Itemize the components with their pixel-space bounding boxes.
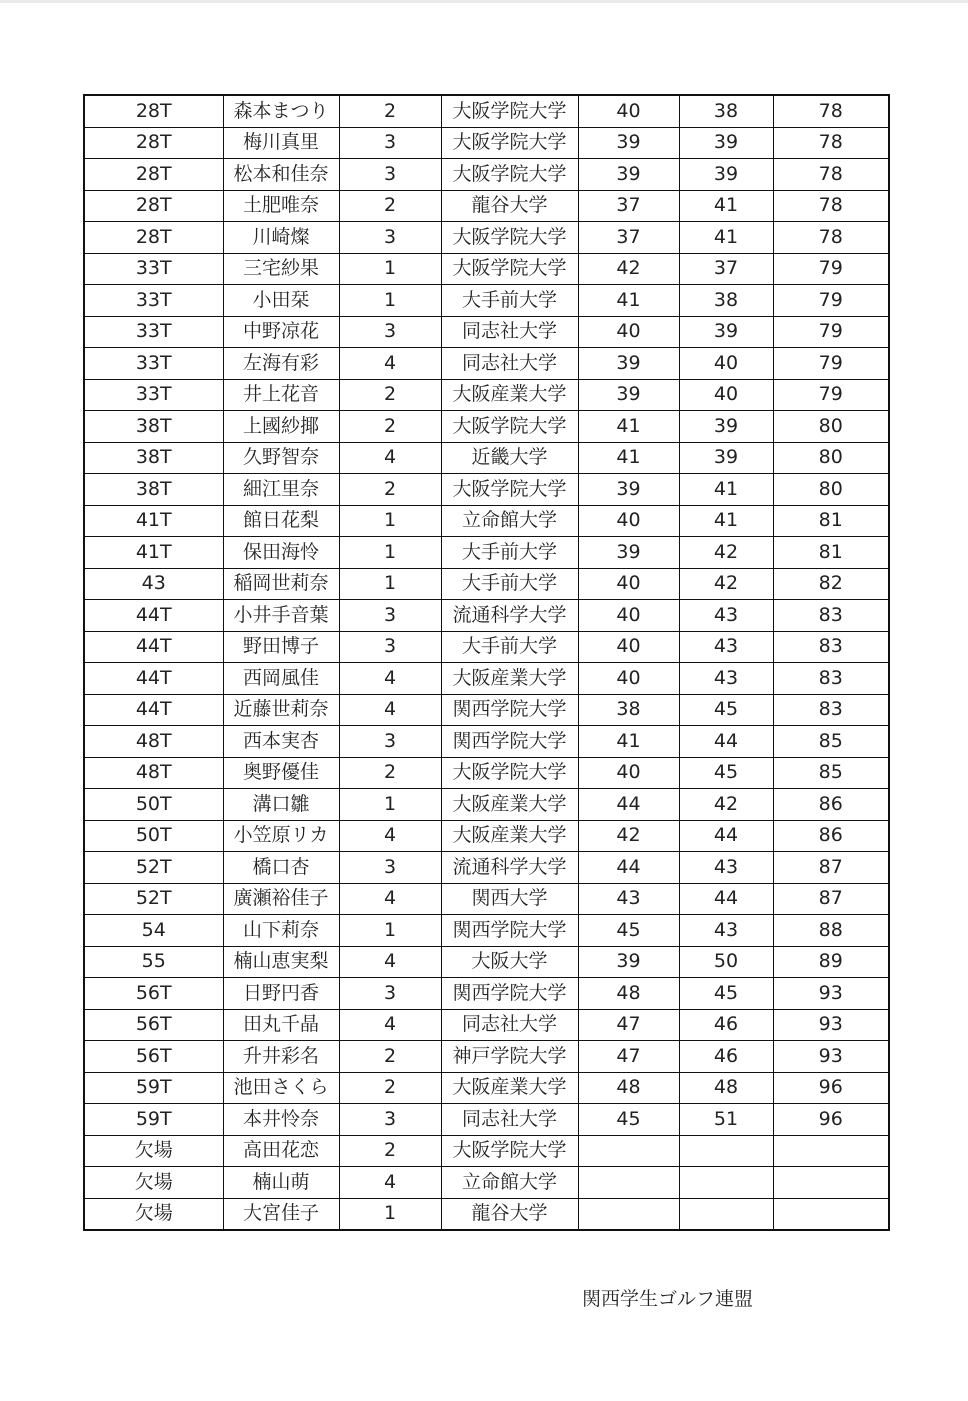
player-name-cell: 野田博子 <box>223 631 339 663</box>
school-cell: 同志社大学 <box>441 316 578 348</box>
in-score-cell: 39 <box>679 159 773 191</box>
school-cell: 大阪大学 <box>441 946 578 978</box>
in-score-cell: 39 <box>679 411 773 443</box>
rank-cell: 38T <box>84 442 223 474</box>
total-score-cell: 86 <box>773 789 889 821</box>
total-score-cell: 80 <box>773 474 889 506</box>
grade-cell: 2 <box>339 1072 441 1104</box>
table-row <box>84 348 889 380</box>
in-score-cell: 50 <box>679 946 773 978</box>
total-score-cell: 83 <box>773 663 889 695</box>
total-score-cell: 85 <box>773 757 889 789</box>
player-name-cell: 日野円香 <box>223 978 339 1010</box>
grade-cell: 3 <box>339 316 441 348</box>
player-name-cell: 久野智奈 <box>223 442 339 474</box>
table-row <box>84 253 889 285</box>
rank-cell: 55 <box>84 946 223 978</box>
rank-cell: 59T <box>84 1104 223 1136</box>
in-score-cell: 40 <box>679 379 773 411</box>
table-row <box>84 789 889 821</box>
out-score-cell: 47 <box>578 1041 679 1073</box>
out-score-cell: 44 <box>578 852 679 884</box>
player-name-cell: 梅川真里 <box>223 127 339 159</box>
table-row <box>84 379 889 411</box>
player-name-cell: 本井怜奈 <box>223 1104 339 1136</box>
school-cell: 大阪学院大学 <box>441 222 578 254</box>
player-name-cell: 細江里奈 <box>223 474 339 506</box>
grade-cell: 4 <box>339 694 441 726</box>
total-score-cell: 78 <box>773 95 889 127</box>
player-name-cell: 山下莉奈 <box>223 915 339 947</box>
rank-cell: 38T <box>84 474 223 506</box>
in-score-cell: 46 <box>679 1009 773 1041</box>
rank-cell: 52T <box>84 852 223 884</box>
out-score-cell: 44 <box>578 789 679 821</box>
out-score-cell: 39 <box>578 348 679 380</box>
table-row <box>84 1072 889 1104</box>
out-score-cell: 39 <box>578 159 679 191</box>
player-name-cell: 小田栞 <box>223 285 339 317</box>
player-name-cell: 保田海怜 <box>223 537 339 569</box>
out-score-cell: 40 <box>578 568 679 600</box>
rank-cell: 44T <box>84 600 223 632</box>
total-score-cell: 78 <box>773 127 889 159</box>
grade-cell: 3 <box>339 852 441 884</box>
out-score-cell: 43 <box>578 883 679 915</box>
table-row <box>84 820 889 852</box>
player-name-cell: 大宮佳子 <box>223 1198 339 1230</box>
rank-cell: 44T <box>84 694 223 726</box>
in-score-cell <box>679 1135 773 1167</box>
results-table-body <box>84 95 889 1230</box>
rank-cell: 56T <box>84 1041 223 1073</box>
player-name-cell: 小井手音葉 <box>223 600 339 632</box>
player-name-cell: 廣瀬裕佳子 <box>223 883 339 915</box>
grade-cell: 3 <box>339 978 441 1010</box>
player-name-cell: 稲岡世莉奈 <box>223 568 339 600</box>
in-score-cell: 37 <box>679 253 773 285</box>
table-row <box>84 190 889 222</box>
total-score-cell: 79 <box>773 316 889 348</box>
in-score-cell <box>679 1167 773 1199</box>
table-row <box>84 285 889 317</box>
table-row <box>84 978 889 1010</box>
grade-cell: 2 <box>339 1041 441 1073</box>
player-name-cell: 池田さくら <box>223 1072 339 1104</box>
school-cell: 関西学院大学 <box>441 978 578 1010</box>
in-score-cell: 38 <box>679 95 773 127</box>
rank-cell: 41T <box>84 537 223 569</box>
school-cell: 立命館大学 <box>441 1167 578 1199</box>
total-score-cell <box>773 1198 889 1230</box>
total-score-cell: 78 <box>773 222 889 254</box>
player-name-cell: 高田花恋 <box>223 1135 339 1167</box>
in-score-cell: 41 <box>679 190 773 222</box>
rank-cell: 28T <box>84 222 223 254</box>
in-score-cell: 43 <box>679 631 773 663</box>
in-score-cell: 44 <box>679 820 773 852</box>
in-score-cell: 43 <box>679 600 773 632</box>
school-cell: 関西大学 <box>441 883 578 915</box>
total-score-cell: 93 <box>773 978 889 1010</box>
out-score-cell <box>578 1167 679 1199</box>
school-cell: 流通科学大学 <box>441 852 578 884</box>
school-cell: 流通科学大学 <box>441 600 578 632</box>
out-score-cell: 39 <box>578 946 679 978</box>
out-score-cell: 39 <box>578 537 679 569</box>
out-score-cell: 48 <box>578 1072 679 1104</box>
grade-cell: 2 <box>339 379 441 411</box>
total-score-cell: 78 <box>773 190 889 222</box>
out-score-cell: 38 <box>578 694 679 726</box>
grade-cell: 2 <box>339 95 441 127</box>
grade-cell: 3 <box>339 222 441 254</box>
out-score-cell: 40 <box>578 600 679 632</box>
in-score-cell: 44 <box>679 726 773 758</box>
out-score-cell: 42 <box>578 820 679 852</box>
school-cell: 立命館大学 <box>441 505 578 537</box>
player-name-cell: 升井彩名 <box>223 1041 339 1073</box>
school-cell: 関西学院大学 <box>441 694 578 726</box>
grade-cell: 4 <box>339 883 441 915</box>
table-row <box>84 694 889 726</box>
total-score-cell: 78 <box>773 159 889 191</box>
school-cell: 大手前大学 <box>441 537 578 569</box>
grade-cell: 1 <box>339 789 441 821</box>
school-cell: 大阪学院大学 <box>441 159 578 191</box>
out-score-cell: 41 <box>578 411 679 443</box>
rank-cell: 59T <box>84 1072 223 1104</box>
rank-cell: 50T <box>84 820 223 852</box>
total-score-cell: 80 <box>773 442 889 474</box>
in-score-cell: 46 <box>679 1041 773 1073</box>
rank-cell: 33T <box>84 253 223 285</box>
grade-cell: 4 <box>339 946 441 978</box>
school-cell: 大手前大学 <box>441 568 578 600</box>
out-score-cell: 39 <box>578 379 679 411</box>
player-name-cell: 館日花梨 <box>223 505 339 537</box>
school-cell: 神戸学院大学 <box>441 1041 578 1073</box>
organizer-footer: 関西学生ゴルフ連盟 <box>582 1288 754 1310</box>
total-score-cell: 79 <box>773 379 889 411</box>
player-name-cell: 西岡風佳 <box>223 663 339 695</box>
in-score-cell: 38 <box>679 285 773 317</box>
in-score-cell: 39 <box>679 442 773 474</box>
out-score-cell <box>578 1198 679 1230</box>
table-row <box>84 95 889 127</box>
table-row <box>84 883 889 915</box>
school-cell: 関西学院大学 <box>441 726 578 758</box>
player-name-cell: 井上花音 <box>223 379 339 411</box>
table-row <box>84 505 889 537</box>
table-row <box>84 915 889 947</box>
in-score-cell: 42 <box>679 568 773 600</box>
school-cell: 近畿大学 <box>441 442 578 474</box>
out-score-cell: 47 <box>578 1009 679 1041</box>
grade-cell: 1 <box>339 568 441 600</box>
grade-cell: 3 <box>339 159 441 191</box>
out-score-cell: 42 <box>578 253 679 285</box>
grade-cell: 1 <box>339 285 441 317</box>
in-score-cell: 41 <box>679 505 773 537</box>
grade-cell: 2 <box>339 190 441 222</box>
total-score-cell: 79 <box>773 253 889 285</box>
player-name-cell: 上國紗揶 <box>223 411 339 443</box>
total-score-cell: 85 <box>773 726 889 758</box>
school-cell: 大阪産業大学 <box>441 663 578 695</box>
out-score-cell: 37 <box>578 190 679 222</box>
grade-cell: 1 <box>339 253 441 285</box>
rank-cell: 48T <box>84 726 223 758</box>
rank-cell: 44T <box>84 663 223 695</box>
player-name-cell: 松本和佳奈 <box>223 159 339 191</box>
in-score-cell: 45 <box>679 694 773 726</box>
total-score-cell: 81 <box>773 505 889 537</box>
rank-cell: 56T <box>84 978 223 1010</box>
in-score-cell: 39 <box>679 127 773 159</box>
rank-cell: 28T <box>84 159 223 191</box>
total-score-cell: 88 <box>773 915 889 947</box>
player-name-cell: 土肥唯奈 <box>223 190 339 222</box>
out-score-cell: 45 <box>578 915 679 947</box>
total-score-cell: 86 <box>773 820 889 852</box>
school-cell: 大阪学院大学 <box>441 95 578 127</box>
rank-cell: 28T <box>84 95 223 127</box>
player-name-cell: 奥野優佳 <box>223 757 339 789</box>
school-cell: 関西学院大学 <box>441 915 578 947</box>
grade-cell: 4 <box>339 820 441 852</box>
grade-cell: 2 <box>339 474 441 506</box>
grade-cell: 4 <box>339 1009 441 1041</box>
total-score-cell: 83 <box>773 694 889 726</box>
school-cell: 大阪産業大学 <box>441 820 578 852</box>
school-cell: 同志社大学 <box>441 1104 578 1136</box>
table-row <box>84 600 889 632</box>
rank-cell: 欠場 <box>84 1135 223 1167</box>
table-row <box>84 411 889 443</box>
rank-cell: 44T <box>84 631 223 663</box>
school-cell: 同志社大学 <box>441 348 578 380</box>
out-score-cell: 41 <box>578 726 679 758</box>
table-row <box>84 568 889 600</box>
rank-cell: 33T <box>84 285 223 317</box>
out-score-cell: 41 <box>578 285 679 317</box>
table-row <box>84 757 889 789</box>
school-cell: 大手前大学 <box>441 285 578 317</box>
school-cell: 大阪学院大学 <box>441 411 578 443</box>
rank-cell: 28T <box>84 127 223 159</box>
school-cell: 大阪産業大学 <box>441 789 578 821</box>
rank-cell: 28T <box>84 190 223 222</box>
school-cell: 龍谷大学 <box>441 1198 578 1230</box>
grade-cell: 3 <box>339 1104 441 1136</box>
out-score-cell: 41 <box>578 442 679 474</box>
grade-cell: 1 <box>339 1198 441 1230</box>
in-score-cell: 41 <box>679 222 773 254</box>
rank-cell: 33T <box>84 348 223 380</box>
rank-cell: 欠場 <box>84 1167 223 1199</box>
total-score-cell: 83 <box>773 631 889 663</box>
player-name-cell: 楠山萌 <box>223 1167 339 1199</box>
player-name-cell: 川崎燦 <box>223 222 339 254</box>
in-score-cell <box>679 1198 773 1230</box>
school-cell: 大手前大学 <box>441 631 578 663</box>
total-score-cell <box>773 1135 889 1167</box>
out-score-cell: 45 <box>578 1104 679 1136</box>
rank-cell: 欠場 <box>84 1198 223 1230</box>
rank-cell: 50T <box>84 789 223 821</box>
out-score-cell: 37 <box>578 222 679 254</box>
grade-cell: 1 <box>339 915 441 947</box>
player-name-cell: 田丸千晶 <box>223 1009 339 1041</box>
total-score-cell: 79 <box>773 348 889 380</box>
player-name-cell: 森本まつり <box>223 95 339 127</box>
table-row <box>84 127 889 159</box>
table-row <box>84 474 889 506</box>
in-score-cell: 42 <box>679 789 773 821</box>
in-score-cell: 43 <box>679 852 773 884</box>
total-score-cell: 80 <box>773 411 889 443</box>
in-score-cell: 45 <box>679 757 773 789</box>
grade-cell: 2 <box>339 757 441 789</box>
out-score-cell: 39 <box>578 474 679 506</box>
out-score-cell: 48 <box>578 978 679 1010</box>
player-name-cell: 小笠原リカ <box>223 820 339 852</box>
results-table <box>83 94 890 1231</box>
top-edge-rule <box>0 0 968 3</box>
in-score-cell: 43 <box>679 915 773 947</box>
table-row <box>84 631 889 663</box>
grade-cell: 4 <box>339 663 441 695</box>
rank-cell: 41T <box>84 505 223 537</box>
player-name-cell: 中野凉花 <box>223 316 339 348</box>
out-score-cell: 40 <box>578 631 679 663</box>
total-score-cell <box>773 1167 889 1199</box>
rank-cell: 33T <box>84 316 223 348</box>
total-score-cell: 87 <box>773 883 889 915</box>
out-score-cell <box>578 1135 679 1167</box>
in-score-cell: 40 <box>679 348 773 380</box>
player-name-cell: 橋口杏 <box>223 852 339 884</box>
school-cell: 大阪学院大学 <box>441 253 578 285</box>
out-score-cell: 40 <box>578 757 679 789</box>
table-row <box>84 1198 889 1230</box>
school-cell: 大阪産業大学 <box>441 379 578 411</box>
table-row <box>84 663 889 695</box>
player-name-cell: 溝口雛 <box>223 789 339 821</box>
out-score-cell: 39 <box>578 127 679 159</box>
table-row <box>84 1167 889 1199</box>
grade-cell: 1 <box>339 537 441 569</box>
table-row <box>84 726 889 758</box>
total-score-cell: 89 <box>773 946 889 978</box>
total-score-cell: 96 <box>773 1072 889 1104</box>
total-score-cell: 79 <box>773 285 889 317</box>
in-score-cell: 44 <box>679 883 773 915</box>
school-cell: 大阪学院大学 <box>441 474 578 506</box>
player-name-cell: 近藤世莉奈 <box>223 694 339 726</box>
in-score-cell: 43 <box>679 663 773 695</box>
table-row <box>84 537 889 569</box>
rank-cell: 52T <box>84 883 223 915</box>
rank-cell: 54 <box>84 915 223 947</box>
school-cell: 同志社大学 <box>441 1009 578 1041</box>
total-score-cell: 93 <box>773 1009 889 1041</box>
rank-cell: 56T <box>84 1009 223 1041</box>
school-cell: 大阪学院大学 <box>441 757 578 789</box>
out-score-cell: 40 <box>578 663 679 695</box>
in-score-cell: 39 <box>679 316 773 348</box>
school-cell: 大阪学院大学 <box>441 127 578 159</box>
table-row <box>84 852 889 884</box>
school-cell: 大阪学院大学 <box>441 1135 578 1167</box>
table-row <box>84 1104 889 1136</box>
total-score-cell: 93 <box>773 1041 889 1073</box>
total-score-cell: 96 <box>773 1104 889 1136</box>
table-row <box>84 442 889 474</box>
total-score-cell: 82 <box>773 568 889 600</box>
out-score-cell: 40 <box>578 505 679 537</box>
grade-cell: 4 <box>339 348 441 380</box>
total-score-cell: 81 <box>773 537 889 569</box>
rank-cell: 38T <box>84 411 223 443</box>
rank-cell: 43 <box>84 568 223 600</box>
total-score-cell: 87 <box>773 852 889 884</box>
table-row <box>84 1009 889 1041</box>
grade-cell: 2 <box>339 411 441 443</box>
player-name-cell: 西本実杏 <box>223 726 339 758</box>
player-name-cell: 左海有彩 <box>223 348 339 380</box>
grade-cell: 3 <box>339 127 441 159</box>
rank-cell: 48T <box>84 757 223 789</box>
grade-cell: 3 <box>339 600 441 632</box>
table-row <box>84 316 889 348</box>
in-score-cell: 41 <box>679 474 773 506</box>
grade-cell: 3 <box>339 631 441 663</box>
table-row <box>84 222 889 254</box>
school-cell: 大阪産業大学 <box>441 1072 578 1104</box>
grade-cell: 3 <box>339 726 441 758</box>
grade-cell: 4 <box>339 1167 441 1199</box>
grade-cell: 2 <box>339 1135 441 1167</box>
grade-cell: 1 <box>339 505 441 537</box>
in-score-cell: 48 <box>679 1072 773 1104</box>
in-score-cell: 42 <box>679 537 773 569</box>
player-name-cell: 三宅紗果 <box>223 253 339 285</box>
table-row <box>84 946 889 978</box>
table-row <box>84 1135 889 1167</box>
table-row <box>84 159 889 191</box>
in-score-cell: 51 <box>679 1104 773 1136</box>
rank-cell: 33T <box>84 379 223 411</box>
school-cell: 龍谷大学 <box>441 190 578 222</box>
out-score-cell: 40 <box>578 316 679 348</box>
out-score-cell: 40 <box>578 95 679 127</box>
in-score-cell: 45 <box>679 978 773 1010</box>
player-name-cell: 楠山恵実梨 <box>223 946 339 978</box>
total-score-cell: 83 <box>773 600 889 632</box>
table-row <box>84 1041 889 1073</box>
grade-cell: 4 <box>339 442 441 474</box>
